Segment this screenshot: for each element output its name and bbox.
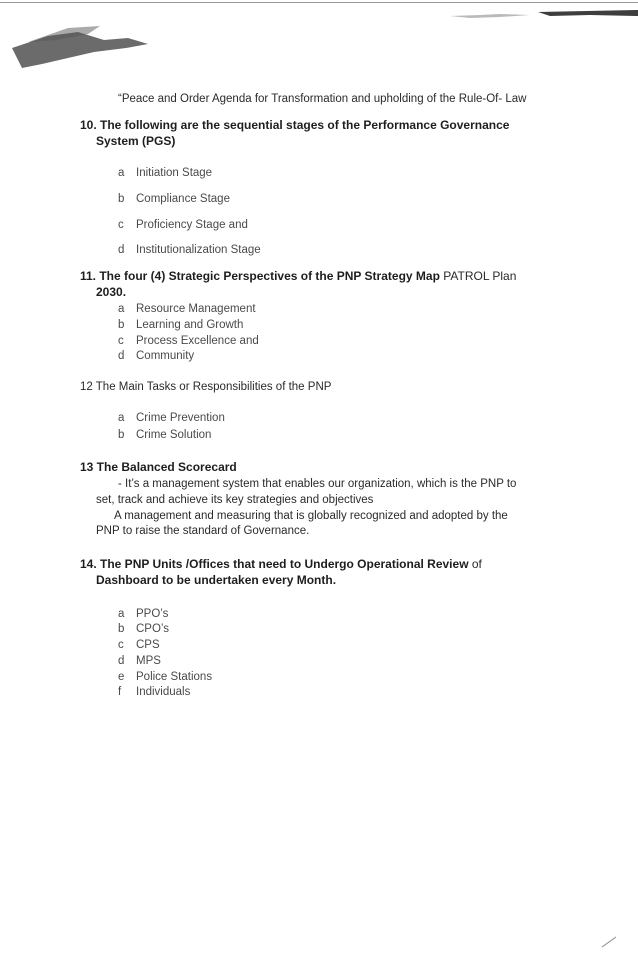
item-11-b-letter: b bbox=[118, 319, 125, 331]
item-11-a-text: Resource Management bbox=[136, 303, 256, 315]
item-10-b-text: Compliance Stage bbox=[136, 193, 230, 205]
item-13-para1-line2: set, track and achieve its key strategies and objectives bbox=[96, 494, 374, 506]
item-14-e-text: Police Stations bbox=[136, 671, 213, 683]
item-14-heading-post: of bbox=[471, 557, 482, 571]
scan-edge-line bbox=[0, 2, 638, 3]
scan-smudge-top-left bbox=[8, 18, 158, 70]
item-10-d-letter: d bbox=[118, 244, 125, 256]
item-14-b-letter: b bbox=[118, 623, 125, 635]
item-10-c-text: Proficiency Stage and bbox=[136, 219, 248, 231]
item-11-d-letter: d bbox=[118, 350, 125, 362]
item-13-para1-line1: - It’s a management system that enables our organization, which is the PNP to bbox=[118, 478, 517, 490]
item-11-heading-pre: 11. The four (4) Strategic Perspectives of the bbox=[80, 269, 334, 283]
item-11-heading-post: PATROL Plan bbox=[443, 269, 517, 283]
agenda-line: “Peace and Order Agenda for Transformation and upholding of the Rule-Of- Law bbox=[118, 93, 527, 105]
scan-mark-bottom-right bbox=[600, 935, 620, 949]
item-11-a-letter: a bbox=[118, 303, 125, 315]
item-12-heading: 12 The Main Tasks or Responsibilities of the PNP bbox=[80, 381, 332, 393]
item-12-a-text: Crime Prevention bbox=[136, 412, 225, 424]
item-11-heading-line2: 2030. bbox=[96, 285, 127, 299]
item-10-c-letter: c bbox=[118, 219, 124, 231]
item-10-a-letter: a bbox=[118, 167, 125, 179]
item-14-c-letter: c bbox=[118, 639, 124, 651]
item-10-b-letter: b bbox=[118, 193, 125, 205]
item-14-a-text: PPO’s bbox=[136, 608, 169, 620]
item-14-heading-line2: Dashboard to be undertaken every Month. bbox=[96, 573, 337, 587]
item-14-heading-bold: 14. The PNP Units /Offices that need to Undergo Operational Review bbox=[80, 557, 469, 571]
item-14-f-text: Individuals bbox=[136, 686, 191, 698]
item-11-b-text: Learning and Growth bbox=[136, 319, 244, 331]
item-14-d-letter: d bbox=[118, 655, 125, 667]
item-14-heading-line1 bbox=[80, 557, 482, 571]
scan-smudge-top-right bbox=[440, 6, 638, 22]
item-12-b-letter: b bbox=[118, 429, 125, 441]
item-13-para2-line1: A management and measuring that is globally recognized and adopted by the bbox=[114, 510, 508, 522]
item-14-d-text: MPS bbox=[136, 655, 161, 667]
item-14-a-letter: a bbox=[118, 608, 125, 620]
item-10-a-text: Initiation Stage bbox=[136, 167, 213, 179]
item-11-d-text: Community bbox=[136, 350, 195, 362]
item-13-heading: 13 The Balanced Scorecard bbox=[80, 460, 237, 474]
item-11-heading-line1 bbox=[80, 269, 516, 283]
item-14-c-text: CPS bbox=[136, 639, 160, 651]
item-10-heading-line2: System (PGS) bbox=[96, 134, 176, 148]
item-11-c-text: Process Excellence and bbox=[136, 335, 259, 347]
item-14-b-text: CPO’s bbox=[136, 623, 170, 635]
item-12-a-letter: a bbox=[118, 412, 125, 424]
item-10-d-text: Institutionalization Stage bbox=[136, 244, 261, 256]
item-11-c-letter: c bbox=[118, 335, 124, 347]
item-14-e-letter: e bbox=[118, 671, 125, 683]
item-13-para2-line2: PNP to raise the standard of Governance. bbox=[96, 525, 310, 537]
item-14-f-letter: f bbox=[118, 686, 122, 698]
item-11-heading-bold: PNP Strategy Map bbox=[336, 269, 440, 283]
item-10-heading-line1: 10. The following are the sequential stages of the Performance Governance bbox=[80, 118, 510, 132]
item-12-b-text: Crime Solution bbox=[136, 429, 212, 441]
